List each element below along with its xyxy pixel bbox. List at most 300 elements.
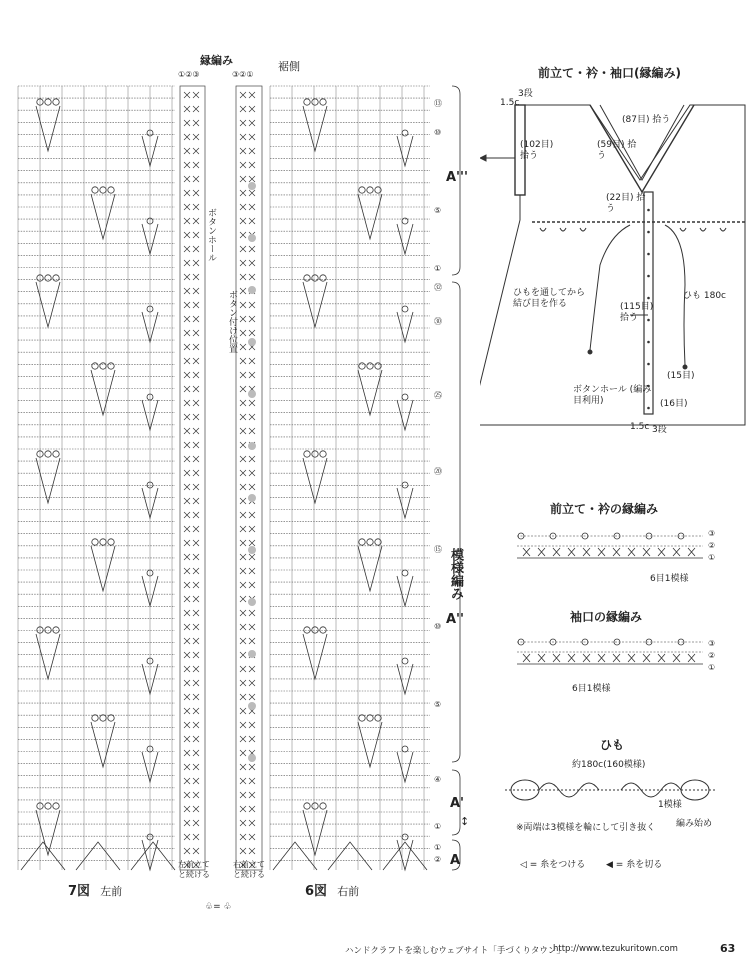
edging-cross-stitch <box>240 330 255 336</box>
row-marker: ⑮ <box>434 545 442 554</box>
edging-cross-stitch <box>240 792 255 798</box>
edging-cross-stitch <box>240 92 255 98</box>
edging-cross-stitch <box>240 484 255 490</box>
edging-cross-stitch <box>240 176 255 182</box>
button-dot <box>248 338 256 346</box>
cord-start-label: 編み始め <box>676 819 713 829</box>
edging-cross-stitch <box>184 274 199 280</box>
cluster-symbol-icon: ♧ <box>223 902 232 912</box>
motif-flower-small <box>402 570 408 576</box>
figure-7-caption <box>68 880 122 899</box>
motif-v-shape-small <box>397 840 413 870</box>
edging-cross-stitch <box>184 666 199 672</box>
motif-flower <box>312 803 318 809</box>
edging-cross-stitch <box>184 246 199 252</box>
edging-cross-stitch <box>240 680 255 686</box>
edging-cross <box>538 548 545 556</box>
bottom-width-label: 1.5c <box>630 422 650 432</box>
edging-cross-stitch <box>184 736 199 742</box>
legend-join: ◁ = 糸をつける <box>520 860 586 870</box>
edging-cross-stitch <box>184 764 199 770</box>
edging-cross <box>688 548 695 556</box>
button-dot <box>248 390 256 398</box>
bottom-triangle <box>383 842 427 870</box>
edging-cross-stitch <box>240 414 255 420</box>
bottom-triangle <box>131 842 175 870</box>
motif-flower <box>320 99 326 105</box>
motif-flower-small <box>402 834 408 840</box>
motif-flower <box>367 363 373 369</box>
edging-cross-stitch <box>240 722 255 728</box>
motif-flower <box>359 539 365 545</box>
motif-v-shape-small <box>397 136 413 166</box>
chart-motifs <box>21 99 427 870</box>
edging-cross-stitch <box>184 288 199 294</box>
garment-schematic <box>480 80 750 430</box>
edging-cross-stitch <box>240 190 255 196</box>
section-a2-label: A'' <box>446 612 465 627</box>
page-number: 63 <box>720 942 736 955</box>
edging-cross-stitch <box>184 232 199 238</box>
edging-cross <box>598 548 605 556</box>
button-dot <box>248 442 256 450</box>
motif-flower <box>320 803 326 809</box>
motif-v-shape-small <box>397 224 413 254</box>
row-marker: ⑬ <box>434 99 442 108</box>
edging-cross-stitch <box>240 246 255 252</box>
edging-cross <box>553 548 560 556</box>
motif-v-shape <box>36 106 60 151</box>
chart-grid <box>18 86 430 870</box>
edging-cross-stitch <box>240 512 255 518</box>
edging-cross-stitch <box>184 302 199 308</box>
column-marks-left: ①②③ <box>178 70 200 79</box>
edging-cross-stitch <box>240 302 255 308</box>
motif-v-shape-small <box>397 488 413 518</box>
edging-cross-stitch <box>184 190 199 196</box>
edging-cross-stitch <box>240 540 255 546</box>
button-position-vertical-label: ボタン付け位置 <box>227 290 237 353</box>
edging-cross <box>658 654 665 662</box>
edging-cross-stitch <box>240 260 255 266</box>
sleeve-arrowhead-icon <box>480 155 486 161</box>
motif-flower-small <box>402 394 408 400</box>
edging-cross-stitch <box>184 442 199 448</box>
edging-cross-stitch <box>184 610 199 616</box>
edging-cross-stitch <box>240 778 255 784</box>
cord-title: ひも <box>600 738 625 752</box>
section-bracket <box>452 282 460 762</box>
edging-cross-stitch <box>240 624 255 630</box>
garment-title: 前立て・衿・袖口(縁編み) <box>538 66 681 80</box>
edging-cross <box>553 654 560 662</box>
edging-cross <box>613 654 620 662</box>
edging-cross-stitch <box>184 414 199 420</box>
placket-button-dot <box>647 407 650 410</box>
edging-cross-stitch <box>184 148 199 154</box>
edging-cross-stitch <box>184 596 199 602</box>
edging-cross-stitch <box>184 582 199 588</box>
motif-flower <box>92 539 98 545</box>
edging-cross-stitch <box>184 134 199 140</box>
motif-flower <box>304 99 310 105</box>
motif-flower <box>304 451 310 457</box>
edging-cross-stitch <box>184 92 199 98</box>
button-dot <box>248 182 256 190</box>
motif-flower <box>100 363 106 369</box>
row-marker: ⑤ <box>434 206 442 215</box>
cord-left <box>590 225 630 350</box>
edging-cross <box>673 654 680 662</box>
section-a3-label: A''' <box>446 170 469 185</box>
bottom-triangle <box>21 842 65 870</box>
edging-cross-stitch <box>184 316 199 322</box>
edging-cross <box>523 548 530 556</box>
row-marker: ㉜ <box>434 283 442 292</box>
edging-cross-stitch <box>184 792 199 798</box>
edging-cross-stitch <box>240 554 255 560</box>
edging-cross-stitch <box>184 330 199 336</box>
button-dot <box>248 494 256 502</box>
motif-v-shape <box>358 722 382 767</box>
cord-length-label: ひも 180c <box>683 291 726 301</box>
placket-row-2: ② <box>708 541 716 550</box>
motif-v-shape-small <box>397 400 413 430</box>
motif-v-shape <box>358 546 382 591</box>
motif-flower <box>108 539 114 545</box>
cuff-row-3: ③ <box>708 639 716 648</box>
motif-flower <box>312 627 318 633</box>
motif-v-shape <box>303 634 327 679</box>
edging-cross-stitch <box>184 204 199 210</box>
edging-cross-stitch <box>240 834 255 840</box>
edging-cross-stitch <box>184 820 199 826</box>
edging-cross-stitch <box>184 694 199 700</box>
row-marker: ㉚ <box>434 317 442 326</box>
bottom-triangle <box>328 842 372 870</box>
placket-edging-title: 前立て・衿の縁編み <box>550 502 659 516</box>
edging-cross-stitch <box>184 218 199 224</box>
motif-flower <box>359 715 365 721</box>
placket-row-1: ① <box>708 553 716 562</box>
motif-flower <box>92 715 98 721</box>
section-a0-label: A <box>450 853 461 868</box>
stitch-equation: ♧= ♧ <box>205 902 232 912</box>
edging-cross-stitch <box>184 484 199 490</box>
edging-cross-stitch <box>240 694 255 700</box>
edging-cross-stitch <box>240 806 255 812</box>
motif-flower <box>367 539 373 545</box>
edging-cross <box>568 654 575 662</box>
row-marker: ① <box>434 843 442 852</box>
edging-cross <box>568 548 575 556</box>
motif-flower <box>45 99 51 105</box>
row-marker: ② <box>434 855 442 864</box>
motif-flower <box>45 803 51 809</box>
edging-cross-stitch <box>240 204 255 210</box>
button-dot <box>248 546 256 554</box>
motif-flower-small <box>402 746 408 752</box>
edging-cross-stitch <box>184 848 199 854</box>
cuff-edging-chart <box>515 636 705 676</box>
legend-cut: ◀ = 糸を切る <box>606 860 663 870</box>
motif-flower <box>108 187 114 193</box>
motif-flower <box>320 627 326 633</box>
placket-repeat: 6目1模様 <box>650 574 689 584</box>
motif-flower <box>367 187 373 193</box>
bottom-rows-label: 3段 <box>652 425 667 435</box>
button-dot <box>248 650 256 658</box>
buttonhole-note: ボタンホール (編み目利用) <box>573 385 652 406</box>
edging-cross-stitch <box>240 582 255 588</box>
placket-edging-chart <box>515 530 705 570</box>
motif-flower <box>53 99 59 105</box>
edging-cross-stitch <box>240 134 255 140</box>
cord-note-end: ※両端は3模様を輪にして引き抜く <box>516 823 656 833</box>
gathers <box>540 228 726 231</box>
edging-cross-stitch <box>240 162 255 168</box>
edging-cross-stitch <box>184 106 199 112</box>
cuff-row-1: ① <box>708 663 716 672</box>
edging-cross <box>673 548 680 556</box>
motif-flower <box>108 715 114 721</box>
edging-cross <box>583 548 590 556</box>
chart-border <box>180 86 460 870</box>
placket-row-3: ③ <box>708 529 716 538</box>
edging-cross-stitch <box>184 554 199 560</box>
cord-end-left <box>588 350 592 354</box>
edging-cross <box>613 548 620 556</box>
edging-cross <box>658 548 665 556</box>
edging-cross-stitch <box>240 358 255 364</box>
footer-url[interactable]: http://www.tezukuritown.com <box>553 944 678 954</box>
edging-cross <box>538 654 545 662</box>
edging-cross <box>688 654 695 662</box>
cord-repeat: 1模様 <box>658 800 682 810</box>
motif-flower <box>367 715 373 721</box>
row-marker: ① <box>434 264 442 273</box>
column-marks-right: ③②① <box>232 70 254 79</box>
neck-pickup-22: (22目) 拾う <box>606 193 646 214</box>
edging-cross-stitch <box>184 638 199 644</box>
edging-cross-stitch <box>184 386 199 392</box>
motif-flower <box>45 275 51 281</box>
edging-cross-stitch <box>240 736 255 742</box>
front-pickup-115: (115目) 拾う <box>620 302 654 323</box>
motif-flower <box>304 627 310 633</box>
bottom-triangle <box>273 842 317 870</box>
placket-button-dot <box>647 209 650 212</box>
motif-flower <box>320 275 326 281</box>
placket-button-dot <box>647 341 650 344</box>
edging-cross-stitch <box>240 470 255 476</box>
placket-button-dot <box>647 363 650 366</box>
edging-cross-stitch <box>184 358 199 364</box>
edging-cross-stitch <box>184 806 199 812</box>
motif-flower <box>45 451 51 457</box>
figure-7-number: 7図 <box>68 884 91 899</box>
motif-v-shape <box>91 546 115 591</box>
edging-cross <box>643 548 650 556</box>
sleeve-width-label: 1.5c <box>500 98 520 108</box>
edging-cross <box>598 654 605 662</box>
motif-v-shape <box>36 458 60 503</box>
edging-cross-stitch <box>240 848 255 854</box>
edging-cross-stitch <box>184 624 199 630</box>
placket-button-dot <box>647 297 650 300</box>
motif-flower <box>92 363 98 369</box>
motif-v-shape <box>358 370 382 415</box>
neck-pickup-87: (87目) 拾う <box>622 115 671 125</box>
edging-title: 縁編み <box>200 54 233 67</box>
motif-flower <box>312 275 318 281</box>
edging-cross-stitch <box>240 274 255 280</box>
edging-cross-stitch <box>184 120 199 126</box>
motif-flower <box>359 187 365 193</box>
continue-left-label: 左前立て と続ける <box>178 860 210 879</box>
motif-flower <box>108 363 114 369</box>
motif-flower <box>320 451 326 457</box>
motif-v-shape <box>91 370 115 415</box>
motif-v-shape <box>303 282 327 327</box>
edging-cross-stitch <box>184 568 199 574</box>
edging-column <box>236 86 262 870</box>
edging-cross-stitch <box>184 400 199 406</box>
motif-flower <box>100 539 106 545</box>
edging-cross-stitch <box>240 372 255 378</box>
cord-chart <box>505 770 715 810</box>
edging-cross-stitch <box>184 652 199 658</box>
motif-v-shape <box>358 194 382 239</box>
edging-cross-stitch <box>240 666 255 672</box>
motif-flower <box>92 187 98 193</box>
cuff-row-2: ② <box>708 651 716 660</box>
edging-cross-stitch <box>240 526 255 532</box>
motif-flower <box>100 715 106 721</box>
cuff-edging-title: 袖口の縁編み <box>570 610 643 624</box>
buttonhole-vertical-label: ボタンホール <box>206 208 216 262</box>
motif-flower <box>312 451 318 457</box>
cord-note: ひもを通してから 結び目を作る <box>513 288 586 309</box>
button-dot <box>248 702 256 710</box>
cut-yarn-icon: ◀ <box>606 860 613 870</box>
edging-cross-stitch <box>184 176 199 182</box>
row-marker: ① <box>434 822 442 831</box>
edging-cross-stitch <box>184 708 199 714</box>
bottom-triangle <box>76 842 120 870</box>
motif-flower <box>53 627 59 633</box>
edging-cross-stitch <box>240 316 255 322</box>
motif-flower <box>304 275 310 281</box>
edging-cross-stitch <box>184 778 199 784</box>
edging-cross-stitch <box>240 120 255 126</box>
edging-cross-stitch <box>240 568 255 574</box>
edging-cross-stitch <box>184 428 199 434</box>
button-dot <box>248 286 256 294</box>
figure-6-number: 6図 <box>305 884 328 899</box>
continue-right-label: 右前立て と続ける <box>233 860 265 879</box>
edging-cross-stitch <box>184 498 199 504</box>
edging-cross-stitch <box>240 400 255 406</box>
edging-cross-stitch <box>240 148 255 154</box>
button-dot <box>248 754 256 762</box>
edging-cross-stitch <box>184 470 199 476</box>
edging-cross-stitch <box>184 722 199 728</box>
placket-button-dot <box>647 275 650 278</box>
motif-flower <box>304 803 310 809</box>
motif-flower-small <box>402 658 408 664</box>
button-dot <box>248 234 256 242</box>
edging-cross <box>628 548 635 556</box>
motif-v-shape <box>36 634 60 679</box>
cuff-repeat: 6目1模様 <box>572 684 611 694</box>
figure-7-name: 左前 <box>100 885 123 898</box>
button-dot <box>248 598 256 606</box>
stitch-15: (15目) <box>667 371 695 381</box>
row-marker: ⑩ <box>434 622 442 631</box>
edging-cross <box>583 654 590 662</box>
edging-cross-stitch <box>184 260 199 266</box>
motif-v-shape-small <box>397 312 413 342</box>
stitch-16: (16目) <box>660 399 688 409</box>
edging-cross-stitch <box>240 610 255 616</box>
motif-flower <box>312 99 318 105</box>
figure-6-name: 右前 <box>337 885 360 898</box>
motif-v-shape <box>91 722 115 767</box>
edging-cross-stitch <box>240 764 255 770</box>
row-marker: ⑩ <box>434 128 442 137</box>
edging-cross-stitch <box>184 540 199 546</box>
motif-flower <box>100 187 106 193</box>
placket-button-dot <box>647 231 650 234</box>
edging-cross-stitch <box>184 526 199 532</box>
edging-cross-stitch <box>184 344 199 350</box>
sleeve-pickup-label: (102目) 拾う <box>520 140 554 161</box>
cord-right <box>665 225 685 365</box>
direction-arrow-icon: ↕ <box>460 815 470 828</box>
picot-symbol-icon: ♧ <box>205 902 214 912</box>
edging-cross-stitch <box>240 218 255 224</box>
section-pattern-label: 模様編み <box>448 548 463 600</box>
motif-v-shape <box>91 194 115 239</box>
edging-cross-stitch <box>184 456 199 462</box>
cord-length: 約180c(160模様) <box>572 760 646 770</box>
edging-cross-stitch <box>240 456 255 462</box>
edging-cross-stitch <box>184 162 199 168</box>
edging-cross-stitch <box>240 820 255 826</box>
section-a1-label: A' <box>450 796 465 811</box>
motif-v-shape-small <box>397 576 413 606</box>
motif-v-shape-small <box>397 752 413 782</box>
motif-v-shape <box>303 106 327 151</box>
motif-v-shape <box>303 458 327 503</box>
edging-cross-stitch <box>184 834 199 840</box>
hem-side-label: 裾側 <box>278 60 300 73</box>
motif-flower <box>45 627 51 633</box>
sleeve-rows-label: 3段 <box>518 89 533 99</box>
motif-flower <box>53 803 59 809</box>
edging-cross <box>628 654 635 662</box>
motif-v-shape <box>36 282 60 327</box>
motif-flower-small <box>402 306 408 312</box>
edging-cross-stitch <box>184 372 199 378</box>
edging-cross-stitch <box>240 638 255 644</box>
edging-cross <box>643 654 650 662</box>
edging-cross <box>523 654 530 662</box>
row-marker: ⑳ <box>434 467 442 476</box>
motif-flower <box>359 363 365 369</box>
placket-button-dot <box>647 253 650 256</box>
